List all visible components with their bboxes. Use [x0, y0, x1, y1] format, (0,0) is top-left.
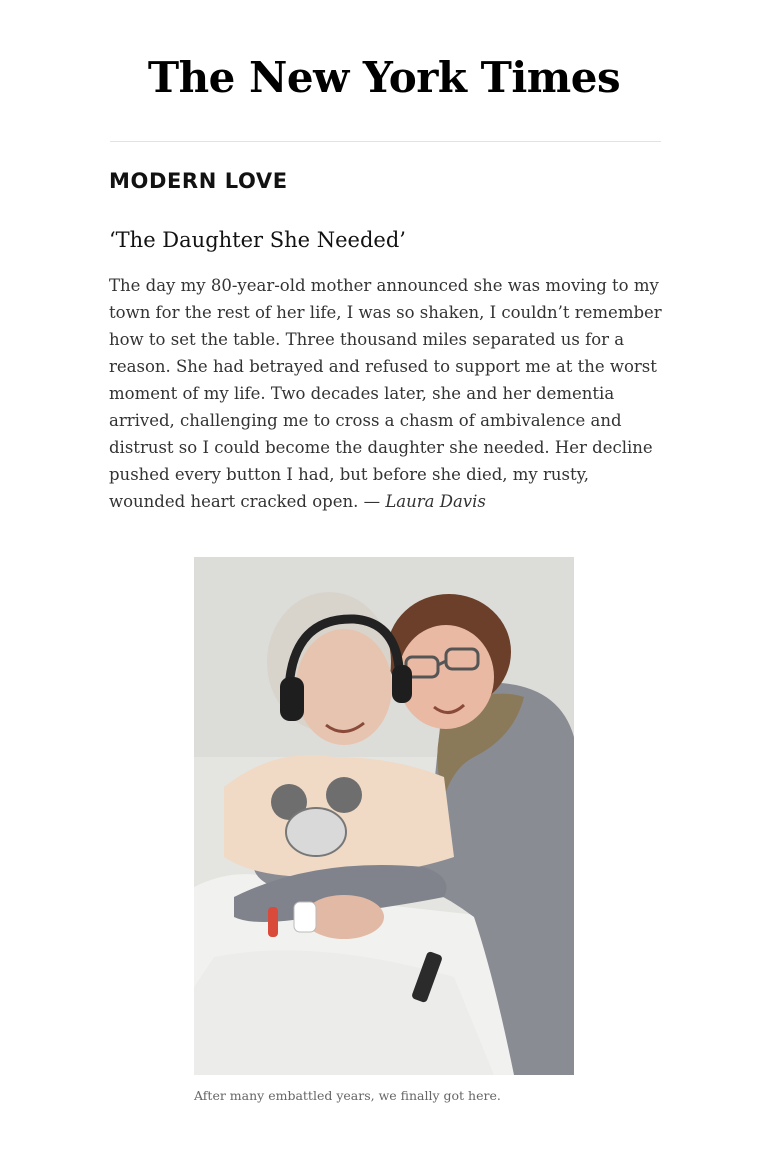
photo-caption: After many embattled years, we finally got here.: [194, 1088, 501, 1103]
header-divider: [110, 141, 661, 142]
summary-text: The day my 80-year-old mother announced she was moving to my town for the rest of her life, I was so shaken, I couldn’t remember how to set the table. Three thousand miles separated us for a reason. She had betrayed and refused to support me at the worst moment of my life. Two decades later, she and her dementia arrived, challenging me to cross a chasm of ambivalence and distrust so I could become the daughter she needed. Her decline pushed every button I had, but before she died, my rusty, wounded heart cracked open. —: [109, 276, 662, 511]
article-headline[interactable]: ‘The Daughter She Needed’: [109, 228, 406, 252]
author-name: Laura Davis: [385, 492, 486, 511]
article-photo: [194, 557, 574, 1075]
article-summary: [109, 272, 669, 515]
section-label[interactable]: MODERN LOVE: [109, 169, 288, 193]
nyt-logo[interactable]: The New York Times: [147, 53, 621, 102]
